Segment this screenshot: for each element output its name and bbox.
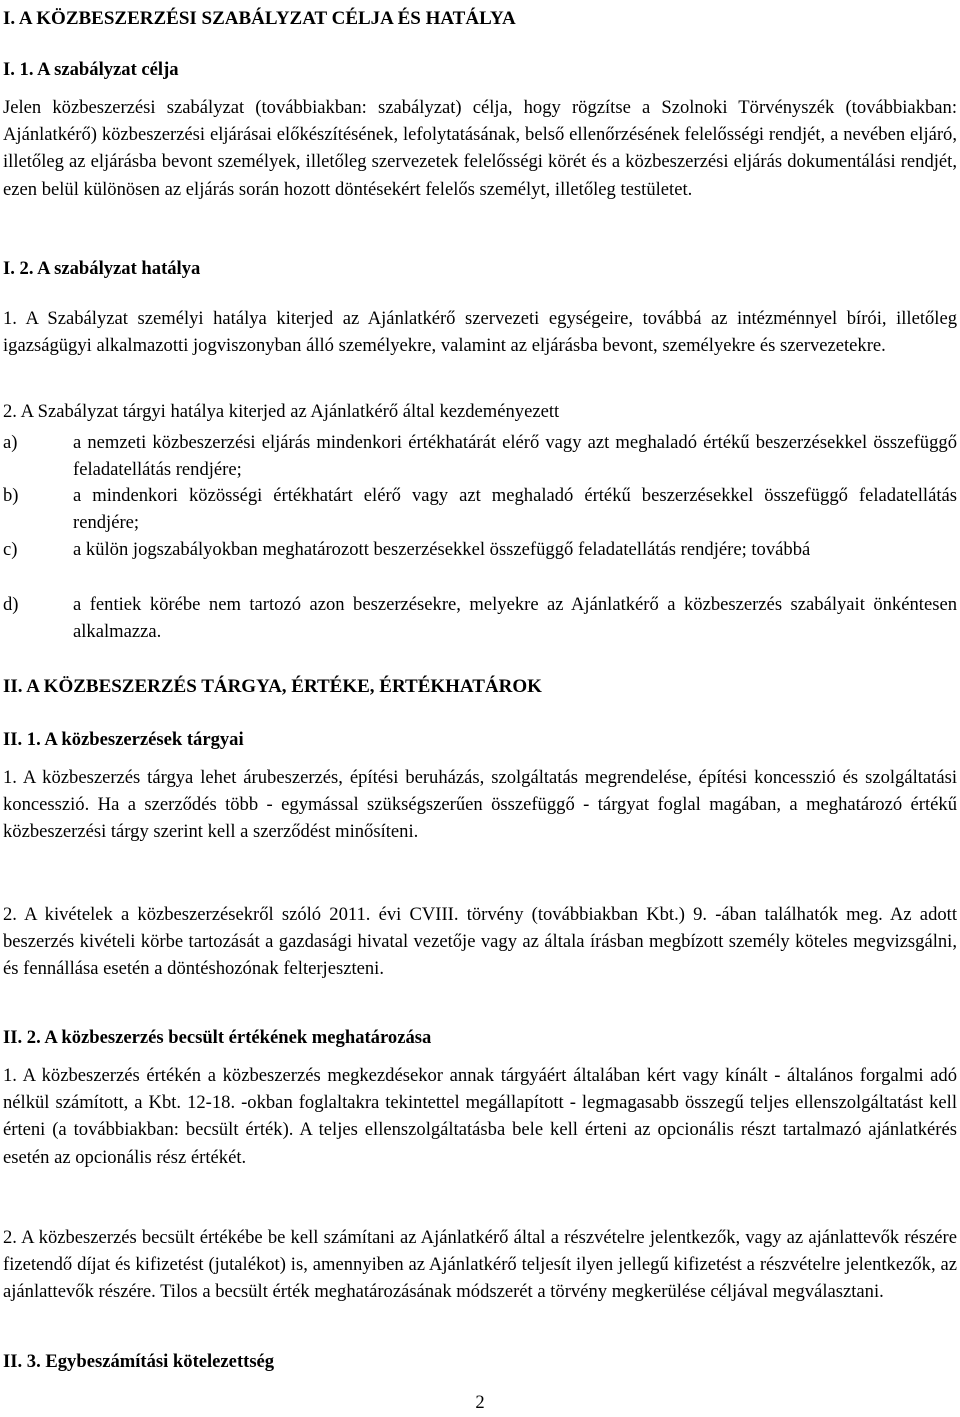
list-item-label: d) [3,594,19,615]
heading-2-1: II. 1. A közbeszerzések tárgyai [3,729,244,750]
paragraph-1-1: Jelen közbeszerzési szabályzat (továbbiakban: szabályzat) célja, hogy rögzítse a Szolnoki Törvényszék (továbbiakban: Ajánlatkérő) közbeszerzési eljárásai előkészítésének, lefolytatásának, belső ellenőrzésének felelősségi rendjét, a nevében eljáró, illetőleg az eljárásba bevont személyek, illetőleg szervezetek felelősségi körét és a közbeszerzési eljárás dokumentálási rendjét, ezen belül különösen az eljárás során hozott döntésekért felelős személyt, illetőleg testületet. [3,97,957,200]
list-item-text: a fentiek körébe nem tartozó azon beszerzésekre, melyekre az Ajánlatkérő a közbeszerzés szabályait önkéntesen alkalmazza. [73,594,957,643]
heading-2-2: II. 2. A közbeszerzés becsült értékének meghatározása [3,1027,432,1048]
list-item-text: a külön jogszabályokban meghatározott beszerzésekkel összefüggő feladatellátás rendjére; továbbá [73,539,811,560]
heading-section-1: I. A KÖZBESZERZÉSI SZABÁLYZAT CÉLJA ÉS HATÁLYA [3,8,516,29]
page-number: 2 [475,1392,485,1413]
paragraph-1-2-1: 1. A Szabályzat személyi hatálya kiterjed az Ajánlatkérő szervezeti egységeire, továbbá az intézménnyel bírói, illetőleg igazságügyi alkalmazotti jogviszonyban álló személyekre, valamint az eljárásba bevont, személyekre és szervezetekre. [3,308,957,357]
paragraph-2-2-1: 1. A közbeszerzés értékén a közbeszerzés megkezdésekor annak tárgyáért általában kért vagy kínált - általános forgalmi adó nélkül számított, a Kbt. 12-18. -okban foglaltakra tekintettel megállapított - legmagasabb összegű teljes ellenszolgáltatást kell érteni (a továbbiakban: becsült érték). A teljes ellenszolgáltatásba bele kell érteni az opcionális részt tartalmazó ajánlatkérés esetén az opcionális rész értékét. [3,1065,957,1168]
paragraph-2-1-1: 1. A közbeszerzés tárgya lehet árubeszerzés, építési beruházás, szolgáltatás megrendelése, építési koncesszió és szolgáltatási koncesszió. Ha a szerződés több - egymással szükségszerűen összefüggő - tárgyat foglal magában, a meghatározó értékű közbeszerzési tárgy szerint kell a szerződést minősíteni. [3,767,957,843]
list-item-label: c) [3,539,18,560]
list-item-text: a nemzeti közbeszerzési eljárás mindenkori értékhatárát elérő vagy azt meghaladó értékű beszerzésekkel összefüggő feladatellátás rendjére; [73,432,957,481]
paragraph-2-2-2: 2. A közbeszerzés becsült értékébe be kell számítani az Ajánlatkérő által a részvételre jelentkezők, vagy az ajánlattevők részére fizetendő díjat és kifizetést (jutalékot) is, amennyiben az Ajánlatkérő teljesít ilyen jellegű kifizetést a részvételre jelentkezők, az ajánlattevők részére. Tilos a becsült érték meghatározásának módszerét a törvény megkerülése céljával megválasztani. [3,1227,957,1303]
list-item-a [3,429,957,483]
list-item-b [3,482,957,536]
list-item-label: b) [3,485,19,506]
list-item-label: a) [3,432,18,453]
list-item-c [3,536,957,563]
heading-1-1: I. 1. A szabályzat célja [3,59,179,80]
list-item-text: a mindenkori közösségi értékhatárt elérő vagy azt meghaladó értékű beszerzésekkel összefüggő feladatellátás rendjére; [73,485,957,534]
paragraph-2-1-2: 2. A kivételek a közbeszerzésekről szóló 2011. évi CVIII. törvény (továbbiakban Kbt.) 9. -ában találhatók meg. Az adott beszerzés kivételi körbe tartozását a gazdasági hivatal vezetője vagy az általa írásban megbízott személy köteles megvizsgálni, és fennállása esetén a döntéshozónak felterjeszteni. [3,904,957,980]
heading-1-2: I. 2. A szabályzat hatálya [3,258,201,279]
heading-2-3: II. 3. Egybeszámítási kötelezettség [3,1351,275,1372]
heading-section-2: II. A KÖZBESZERZÉS TÁRGYA, ÉRTÉKE, ÉRTÉKHATÁROK [3,676,542,697]
list-item-d [3,591,957,645]
paragraph-1-2-2: 2. A Szabályzat tárgyi hatálya kiterjed az Ajánlatkérő által kezdeményezett [3,401,560,422]
